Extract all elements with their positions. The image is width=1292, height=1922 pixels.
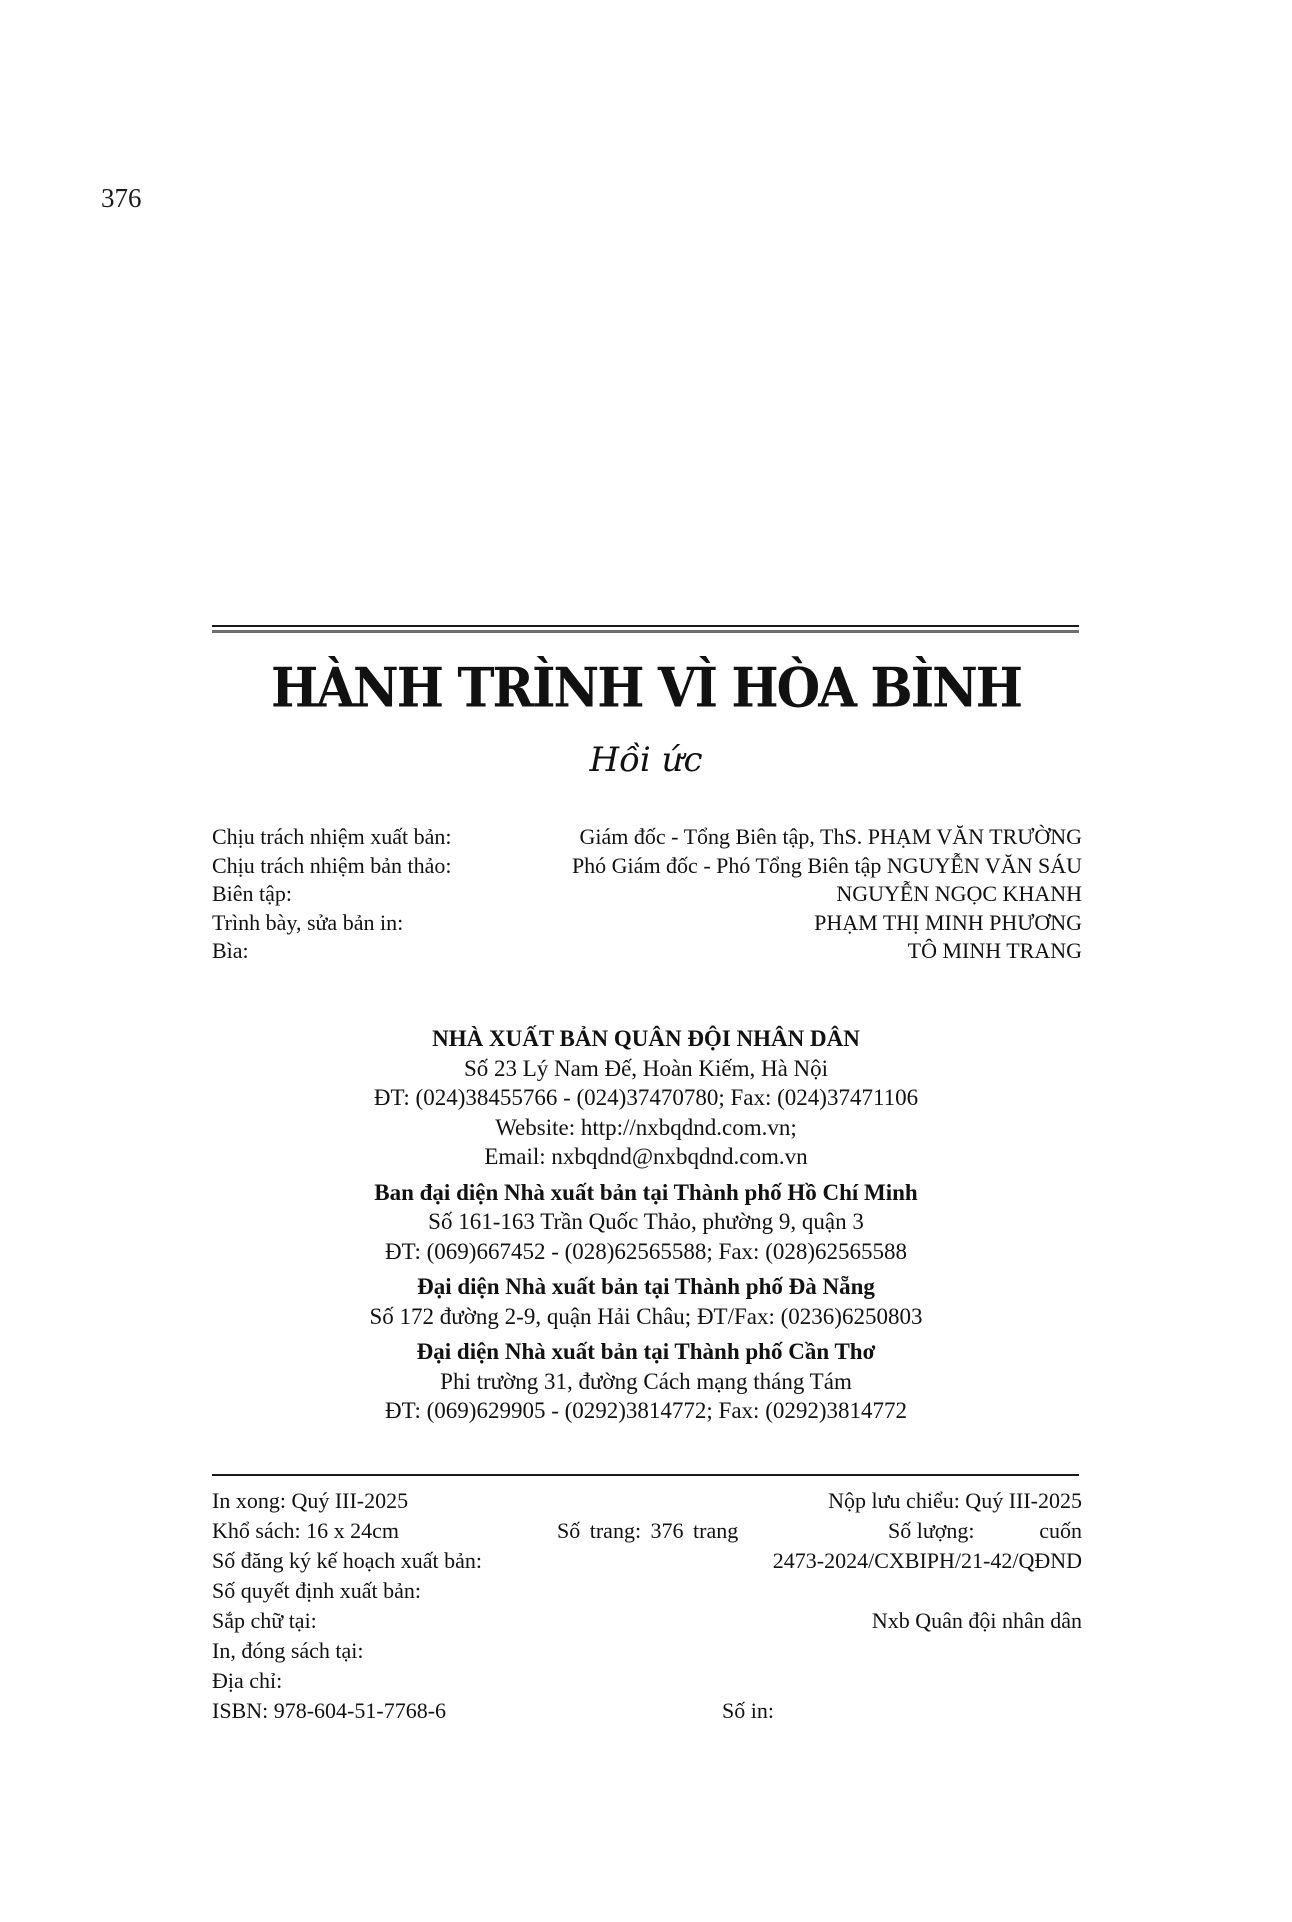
publisher-hcm-office xyxy=(0,1178,1292,1267)
credit-label: Chịu trách nhiệm xuất bản: xyxy=(212,824,452,849)
credit-row-layout-proofreading xyxy=(212,909,1082,938)
spec-row-binding xyxy=(212,1636,1082,1666)
credit-row-manuscript-responsible xyxy=(212,852,1082,881)
book-size: Khổ sách: 16 x 24cm xyxy=(212,1518,399,1543)
credit-value: Phó Giám đốc - Phó Tổng Biên tập NGUYỄN VĂN SÁU xyxy=(571,852,1082,878)
publisher-cantho-office xyxy=(0,1337,1292,1426)
specs-divider xyxy=(212,1474,1079,1476)
publication-specs xyxy=(212,1486,1082,1726)
credit-row-editor xyxy=(212,880,1082,909)
page-count: Số trang: 376 trang xyxy=(557,1518,739,1543)
hcm-office-phone: ĐT: (069)667452 - (028)62565588; Fax: (028)62565588 xyxy=(384,1238,908,1264)
quantity-label: Số lượng: xyxy=(888,1518,975,1543)
spec-row-decision xyxy=(212,1576,1082,1606)
credit-value: PHẠM THỊ MINH PHƯƠNG xyxy=(814,909,1082,935)
credit-row-cover xyxy=(212,937,1082,966)
spec-row-print-dates xyxy=(212,1486,1082,1516)
credit-label: Bìa: xyxy=(212,938,249,964)
publisher-name: NHÀ XUẤT BẢN QUÂN ĐỘI NHÂN DÂN xyxy=(432,1026,860,1051)
credit-label: Trình bày, sửa bản in: xyxy=(212,909,404,935)
decision-label: Số quyết định xuất bản: xyxy=(212,1578,421,1603)
credit-value: TÔ MINH TRANG xyxy=(907,938,1082,964)
credit-label: Chịu trách nhiệm bản thảo: xyxy=(212,852,452,878)
print-number-label: Số in: xyxy=(722,1698,774,1723)
credit-value: Giám đốc - Tổng Biên tập, ThS. PHẠM VĂN TRƯỜNG xyxy=(579,824,1082,849)
spec-row-format xyxy=(212,1516,1082,1546)
quantity-unit: cuốn xyxy=(1039,1518,1082,1543)
quantity xyxy=(812,1516,1082,1546)
credit-value: NGUYỄN NGỌC KHANH xyxy=(836,881,1082,907)
credit-row-publisher-responsible xyxy=(212,823,1082,852)
credit-label: Biên tập: xyxy=(212,881,293,907)
cantho-office-address: Phi trường 31, đường Cách mạng tháng Tám xyxy=(440,1368,852,1394)
credits-list xyxy=(212,823,1082,966)
book-title: HÀNH TRÌNH VÌ HÒA BÌNH xyxy=(270,655,1022,720)
rule-line-top xyxy=(212,625,1079,627)
publisher-address: Số 23 Lý Nam Đế, Hoàn Kiếm, Hà Nội xyxy=(463,1055,829,1081)
printed-date: In xong: Quý III-2025 xyxy=(212,1488,409,1513)
address-label: Địa chỉ: xyxy=(212,1668,283,1693)
spec-row-isbn xyxy=(212,1696,1082,1726)
cantho-office-name: Đại diện Nhà xuất bản tại Thành phố Cần Thơ xyxy=(416,1339,876,1364)
danang-office-address: Số 172 đường 2-9, quận Hải Châu; ĐT/Fax: (0236)6250803 xyxy=(369,1303,923,1329)
spec-row-registration xyxy=(212,1546,1082,1576)
publisher-info xyxy=(0,1024,1292,1432)
spec-row-typeset xyxy=(212,1606,1082,1636)
danang-office-name: Đại diện Nhà xuất bản tại Thành phố Đà Nẵng xyxy=(417,1274,875,1299)
registration-value: 2473-2024/CXBIPH/21-42/QĐND xyxy=(772,1548,1082,1573)
book-genre: Hồi ức xyxy=(589,740,703,780)
typeset-value: Nxb Quân đội nhân dân xyxy=(871,1608,1082,1633)
binding-label: In, đóng sách tại: xyxy=(212,1638,364,1663)
publisher-website: Website: http://nxbqdnd.com.vn; xyxy=(495,1114,797,1140)
hcm-office-address: Số 161-163 Trần Quốc Thảo, phường 9, quận 3 xyxy=(428,1209,864,1234)
publisher-head-office xyxy=(0,1024,1292,1172)
hcm-office-name: Ban đại diện Nhà xuất bản tại Thành phố Hồ Chí Minh xyxy=(374,1179,918,1205)
page-number: 376 xyxy=(101,183,142,213)
title-double-rule xyxy=(212,625,1079,635)
publisher-email: Email: nxbqdnd@nxbqdnd.com.vn xyxy=(484,1144,808,1169)
registration-label: Số đăng ký kế hoạch xuất bản: xyxy=(212,1548,483,1573)
cantho-office-phone: ĐT: (069)629905 - (0292)3814772; Fax: (0292)3814772 xyxy=(384,1398,908,1423)
isbn: ISBN: 978-604-51-7768-6 xyxy=(212,1698,447,1723)
typeset-label: Sắp chữ tại: xyxy=(212,1608,317,1633)
spec-row-address xyxy=(212,1666,1082,1696)
publisher-phone: ĐT: (024)38455766 - (024)37470780; Fax: (024)37471106 xyxy=(373,1085,919,1110)
deposit-date: Nộp lưu chiểu: Quý III-2025 xyxy=(828,1488,1082,1513)
publisher-danang-office xyxy=(0,1272,1292,1331)
rule-line-bottom xyxy=(212,630,1079,633)
